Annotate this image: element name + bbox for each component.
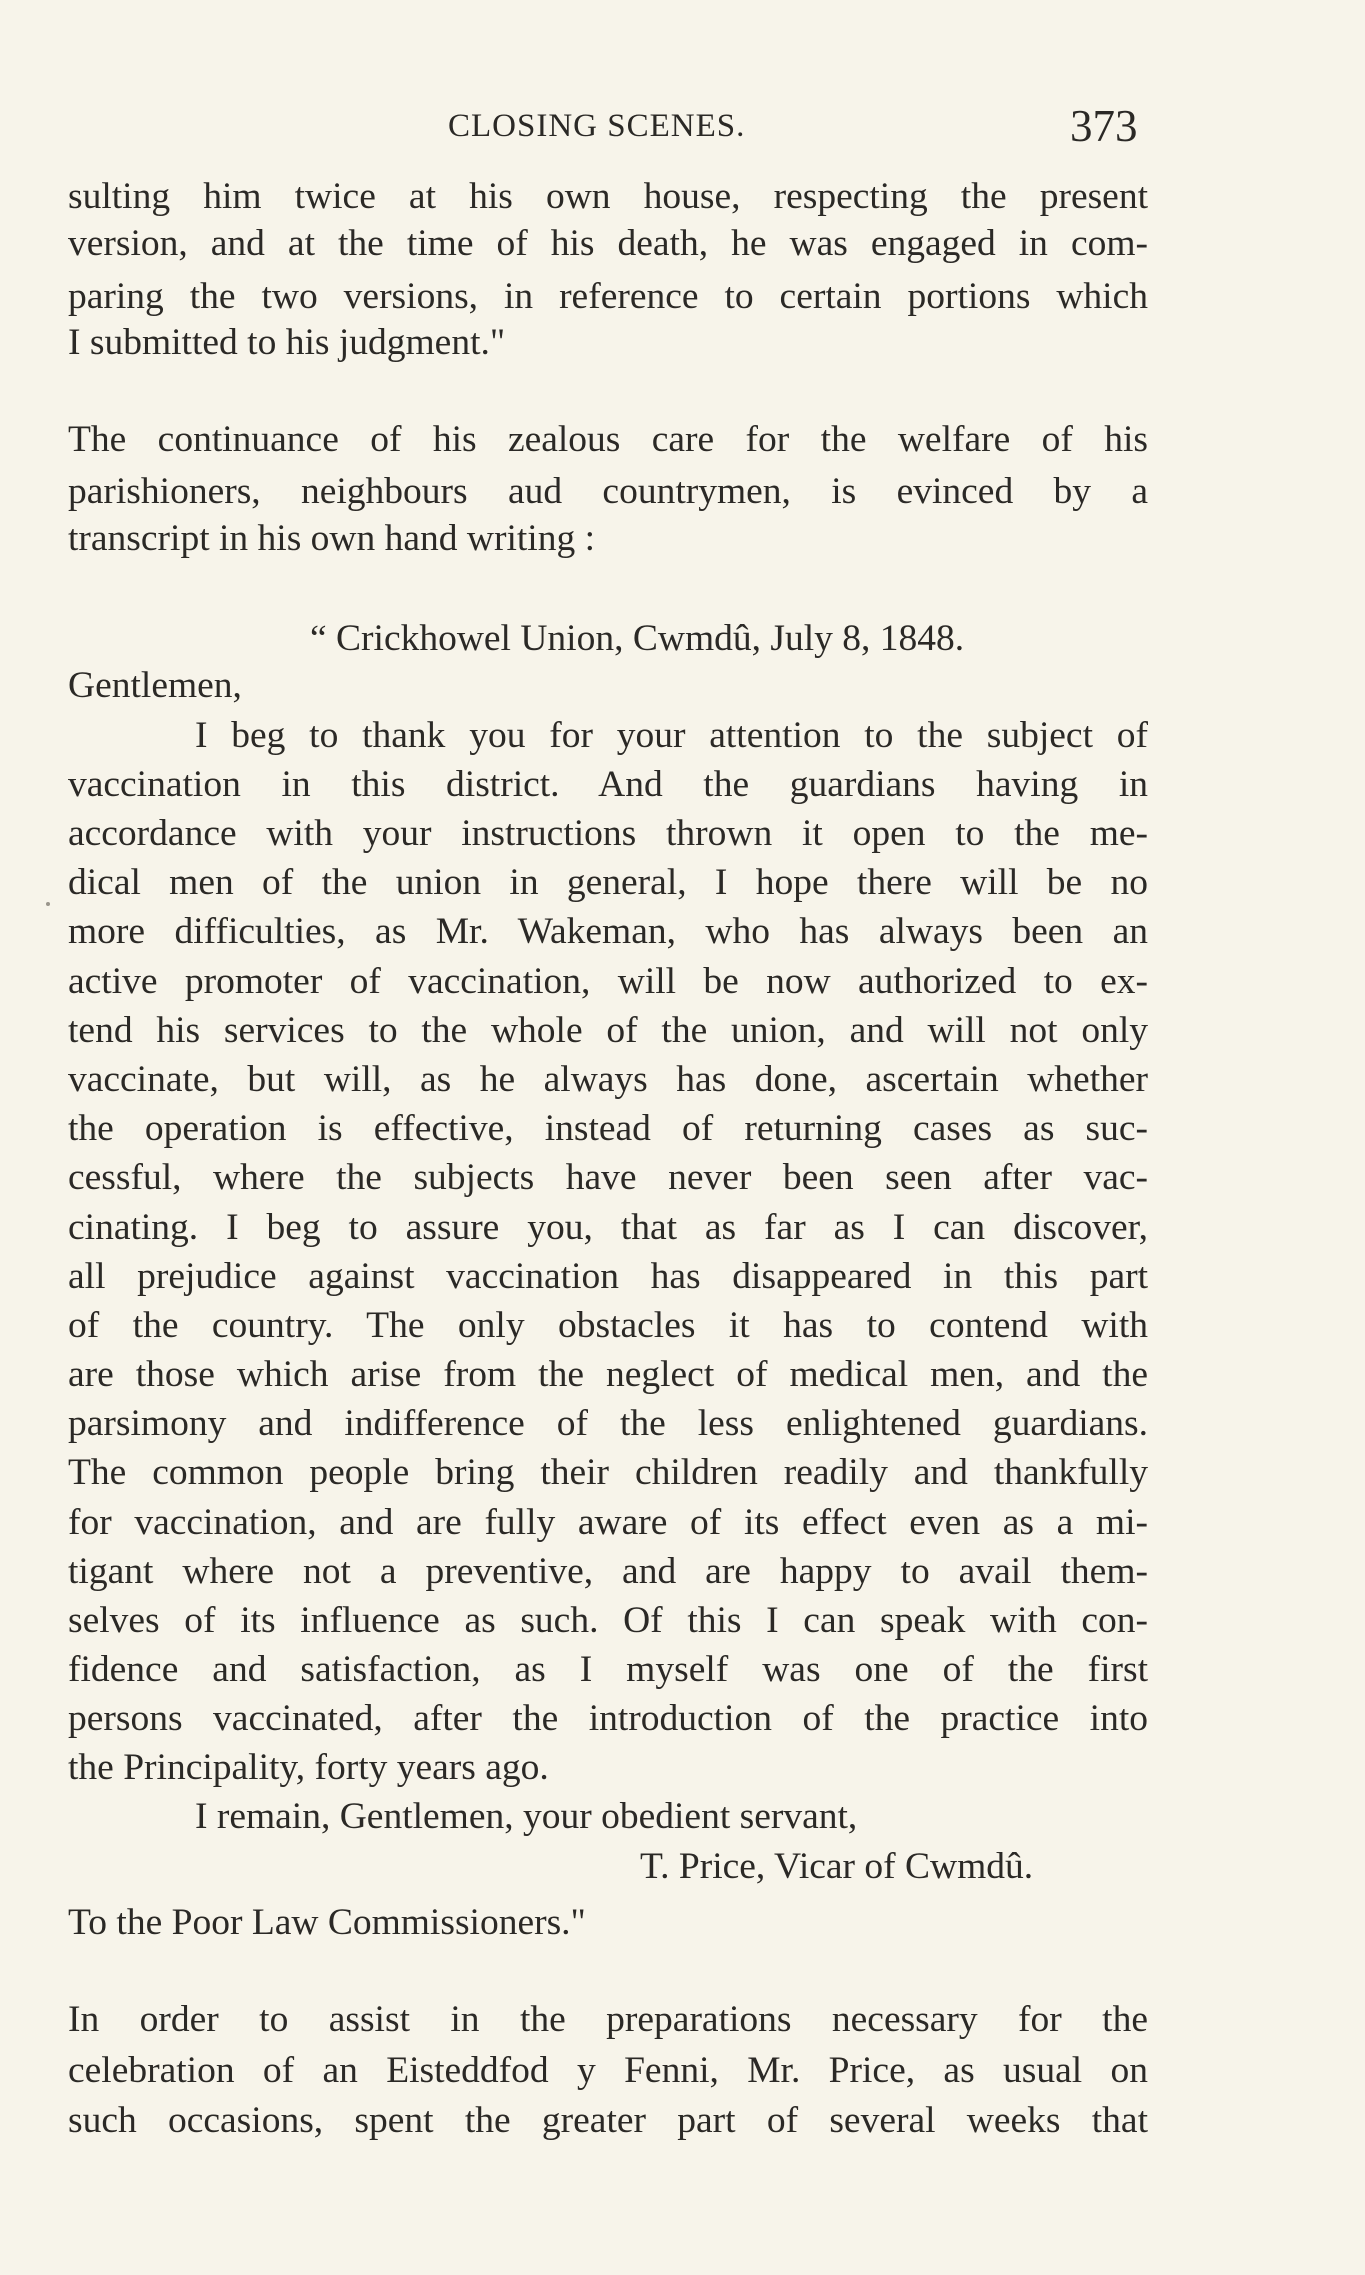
letter-addressee: To the Poor Law Commissioners." [68,1902,586,1943]
text-line: cinating. I beg to assure you, that as far as I can discover, [68,1207,1148,1248]
text-line: all prejudice against vaccination has disappeared in this part [68,1256,1148,1297]
text-line: fidence and satisfaction, as I myself was one of the first [68,1649,1148,1690]
letter-signature: T. Price, Vicar of Cwmdû. [640,1846,1034,1887]
text-line: for vaccination, and are fully aware of its effect even as a mi- [68,1502,1148,1543]
text-line: In order to assist in the preparations necessary for the [68,1999,1148,2040]
text-line: dical men of the union in general, I hope there will be no [68,862,1148,903]
text-line: persons vaccinated, after the introduction of the practice into [68,1698,1148,1739]
text-line: tigant where not a preventive, and are happy to avail them- [68,1551,1148,1592]
text-line: celebration of an Eisteddfod y Fenni, Mr. Price, as usual on [68,2050,1148,2091]
text-line: of the country. The only obstacles it has to contend with [68,1305,1148,1346]
text-line: vaccination in this district. And the guardians having in [68,764,1148,805]
text-line: tend his services to the whole of the union, and will not only [68,1010,1148,1051]
text-line: active promoter of vaccination, will be now authorized to ex- [68,961,1148,1002]
text-line: parsimony and indifference of the less enlightened guardians. [68,1403,1148,1444]
page-number: 373 [1070,101,1138,151]
text-line: I beg to thank you for your attention to the subject of [195,715,1148,756]
letter-dateline: “ Crickhowel Union, Cwmdû, July 8, 1848. [310,618,965,659]
text-line: accordance with your instructions thrown it open to the me- [68,813,1148,854]
letter-salutation: Gentlemen, [68,665,242,706]
text-line: vaccinate, but will, as he always has done, ascertain whether [68,1059,1148,1100]
text-line: The continuance of his zealous care for the welfare of his [68,419,1148,460]
text-line: more difficulties, as Mr. Wakeman, who has always been an [68,911,1148,952]
text-line: The common people bring their children readily and thankfully [68,1452,1148,1493]
text-line: version, and at the time of his death, he was engaged in com- [68,223,1148,264]
text-line: selves of its influence as such. Of this I can speak with con- [68,1600,1148,1641]
paper-speck [46,902,50,906]
text-line: cessful, where the subjects have never been seen after vac- [68,1157,1148,1198]
text-line: I submitted to his judgment." [68,322,506,363]
text-line: are those which arise from the neglect of medical men, and the [68,1354,1148,1395]
text-line: sulting him twice at his own house, respecting the present [68,176,1148,217]
text-line: such occasions, spent the greater part of several weeks that [68,2100,1148,2141]
text-line: paring the two versions, in reference to certain portions which [68,276,1148,317]
running-title: CLOSING SCENES. [448,108,746,144]
text-line: parishioners, neighbours aud countrymen, is evinced by a [68,471,1148,512]
text-line: transcript in his own hand writing : [68,518,596,559]
letter-closing: I remain, Gentlemen, your obedient servant, [195,1796,858,1837]
text-line: the Principality, forty years ago. [68,1747,549,1788]
text-line: the operation is effective, instead of returning cases as suc- [68,1108,1148,1149]
